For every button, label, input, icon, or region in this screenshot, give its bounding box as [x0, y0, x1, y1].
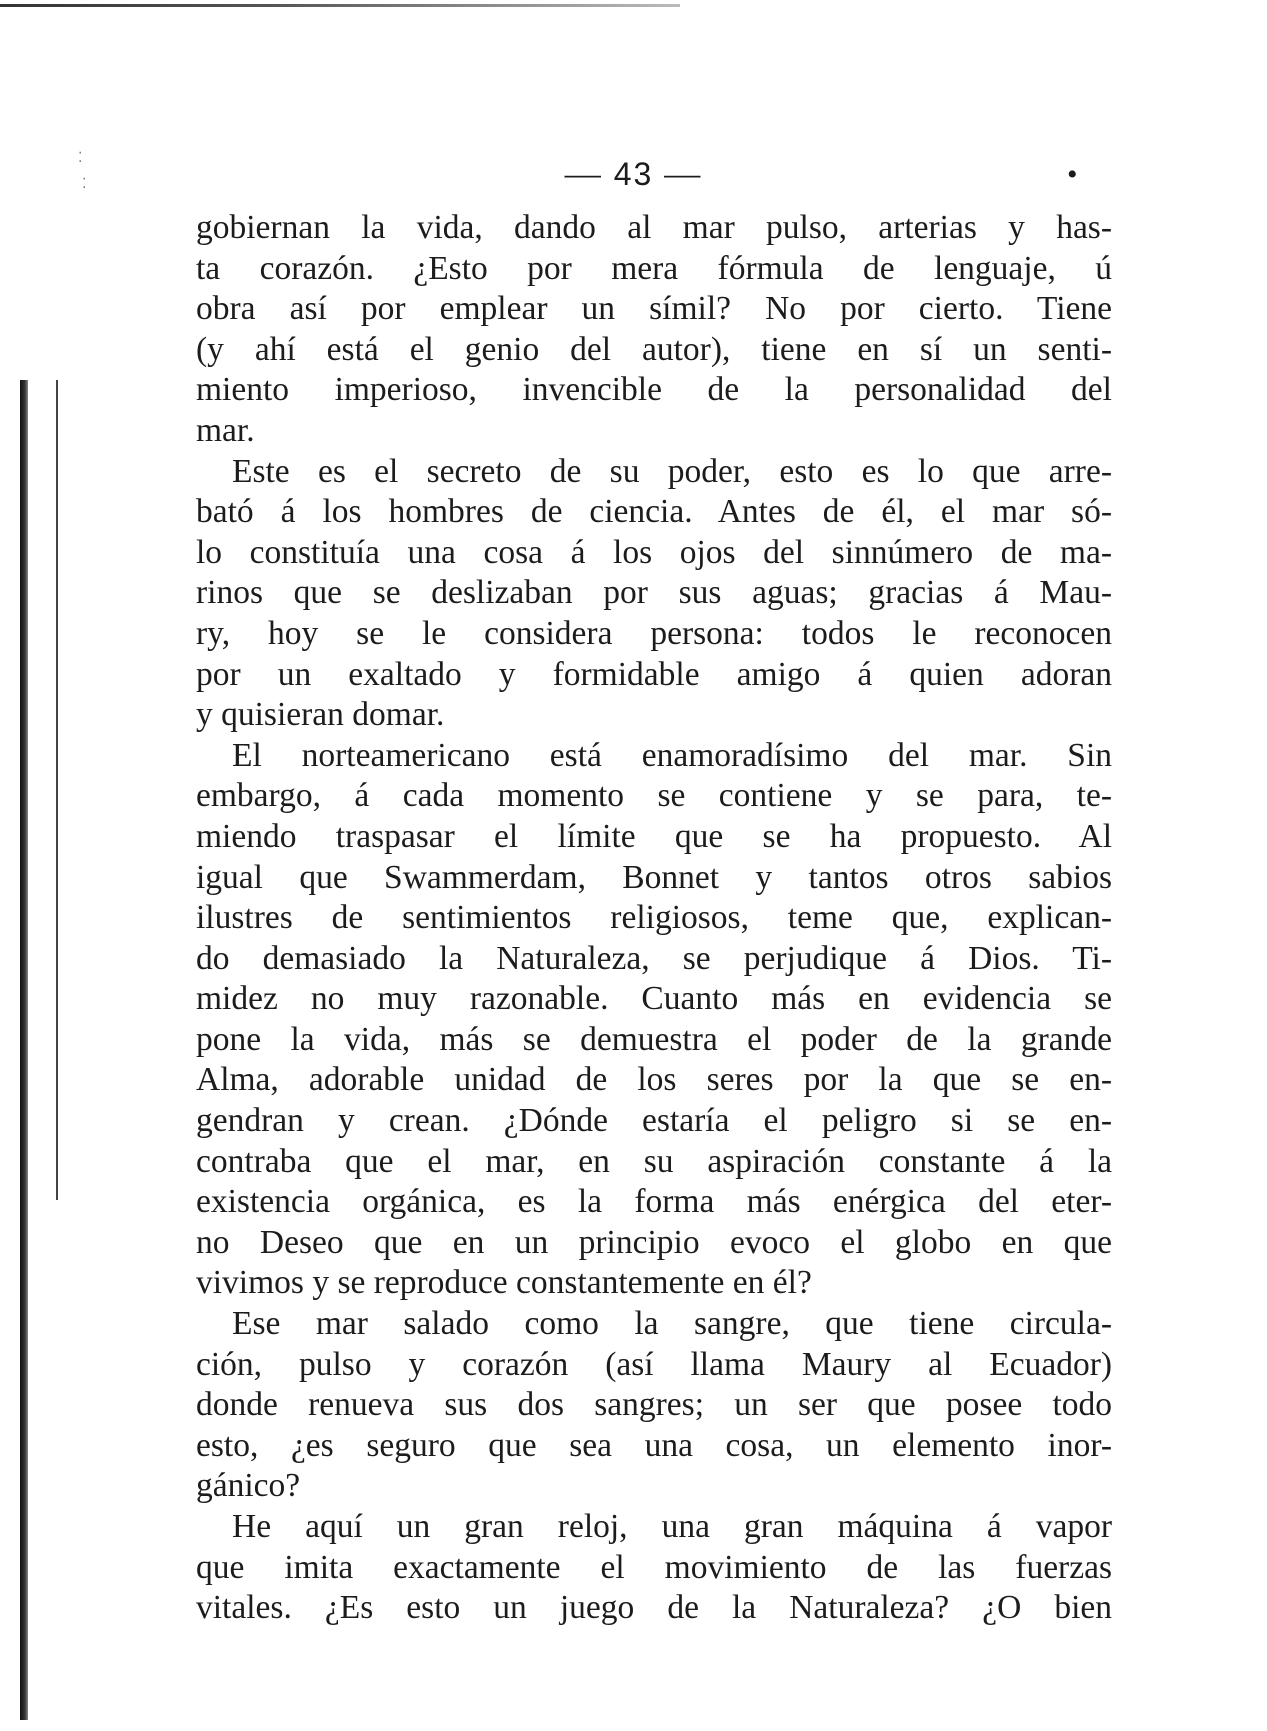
text-line: Ese mar salado como la sangre, que tiene circula-: [232, 1305, 1112, 1343]
text-line: vivimos y se reproduce constantemente en él?: [196, 1264, 812, 1302]
text-line: pone la vida, más se demuestra el poder de la grande: [196, 1020, 1112, 1058]
text-line: esto, ¿es seguro que sea una cosa, un elemento inor-: [196, 1426, 1112, 1464]
text-line: igual que Swammerdam, Bonnet y tantos otros sabios: [196, 858, 1112, 896]
text-line: ry, hoy se le considera persona: todos le reconocen: [196, 614, 1112, 652]
text-line: rinos que se deslizaban por sus aguas; gracias á Mau-: [196, 574, 1112, 612]
text-line: no Deseo que en un principio evoco el globo en que: [196, 1223, 1112, 1261]
text-line: contraba que el mar, en su aspiración constante á la: [196, 1142, 1112, 1180]
text-line: lo constituía una cosa á los ojos del sinnúmero de ma-: [196, 533, 1112, 571]
margin-speck: ⁚: [82, 177, 87, 192]
text-line: y quisieran domar.: [196, 696, 445, 734]
text-line: por un exaltado y formidable amigo á quien adoran: [196, 655, 1112, 693]
text-line: miendo traspasar el límite que se ha propuesto. Al: [196, 817, 1112, 855]
text-line: vitales. ¿Es esto un juego de la Naturaleza? ¿O bien: [196, 1589, 1112, 1627]
page-number-prefix: —: [564, 153, 614, 193]
text-line: donde renueva sus dos sangres; un ser que posee todo: [196, 1386, 1112, 1424]
text-line: midez no muy razonable. Cuanto más en evidencia se: [196, 980, 1112, 1018]
text-line: gánico?: [196, 1467, 301, 1505]
text-line: embargo, á cada momento se contiene y se para, te-: [196, 777, 1112, 815]
binding-line: [56, 380, 58, 1200]
binding-shadow: [20, 380, 28, 1720]
text-line: que imita exactamente el movimiento de las fuerzas: [196, 1548, 1112, 1586]
text-line: (y ahí está el genio del autor), tiene en sí un senti-: [196, 330, 1112, 368]
text-line: existencia orgánica, es la forma más enérgica del eter-: [196, 1183, 1112, 1221]
text-line: He aquí un gran reloj, una gran máquina á vapor: [232, 1508, 1112, 1545]
body-text: [196, 208, 1112, 1629]
corner-mark: •: [1067, 158, 1078, 191]
page-number-suffix: —: [653, 153, 703, 193]
top-edge-rule: [0, 4, 680, 7]
text-line: ta corazón. ¿Esto por mera fórmula de lenguaje, ú: [196, 249, 1112, 287]
text-line: bató á los hombres de ciencia. Antes de él, el mar só-: [196, 493, 1112, 531]
text-line: Alma, adorable unidad de los seres por la que se en-: [196, 1061, 1112, 1099]
text-line: miento imperioso, invencible de la personalidad del: [196, 371, 1112, 409]
text-line: do demasiado la Naturaleza, se perjudique á Dios. Ti-: [196, 939, 1112, 977]
text-line: mar.: [196, 411, 255, 449]
margin-speck: ⁚: [78, 151, 83, 166]
text-line: gendran y crean. ¿Dónde estaría el peligro si se en-: [196, 1102, 1112, 1140]
text-line: Este es el secreto de su poder, esto es lo que arre-: [232, 452, 1112, 490]
page-number-value: 43: [613, 156, 654, 192]
text-line: obra así por emplear un símil? No por cierto. Tiene: [196, 290, 1112, 328]
text-line: gobiernan la vida, dando al mar pulso, arterias y has-: [196, 209, 1112, 246]
text-line: ción, pulso y corazón (así llama Maury al Ecuador): [196, 1345, 1112, 1383]
text-line: ilustres de sentimientos religiosos, teme que, explican-: [196, 899, 1112, 937]
text-line: El norteamericano está enamoradísimo del mar. Sin: [232, 736, 1112, 774]
